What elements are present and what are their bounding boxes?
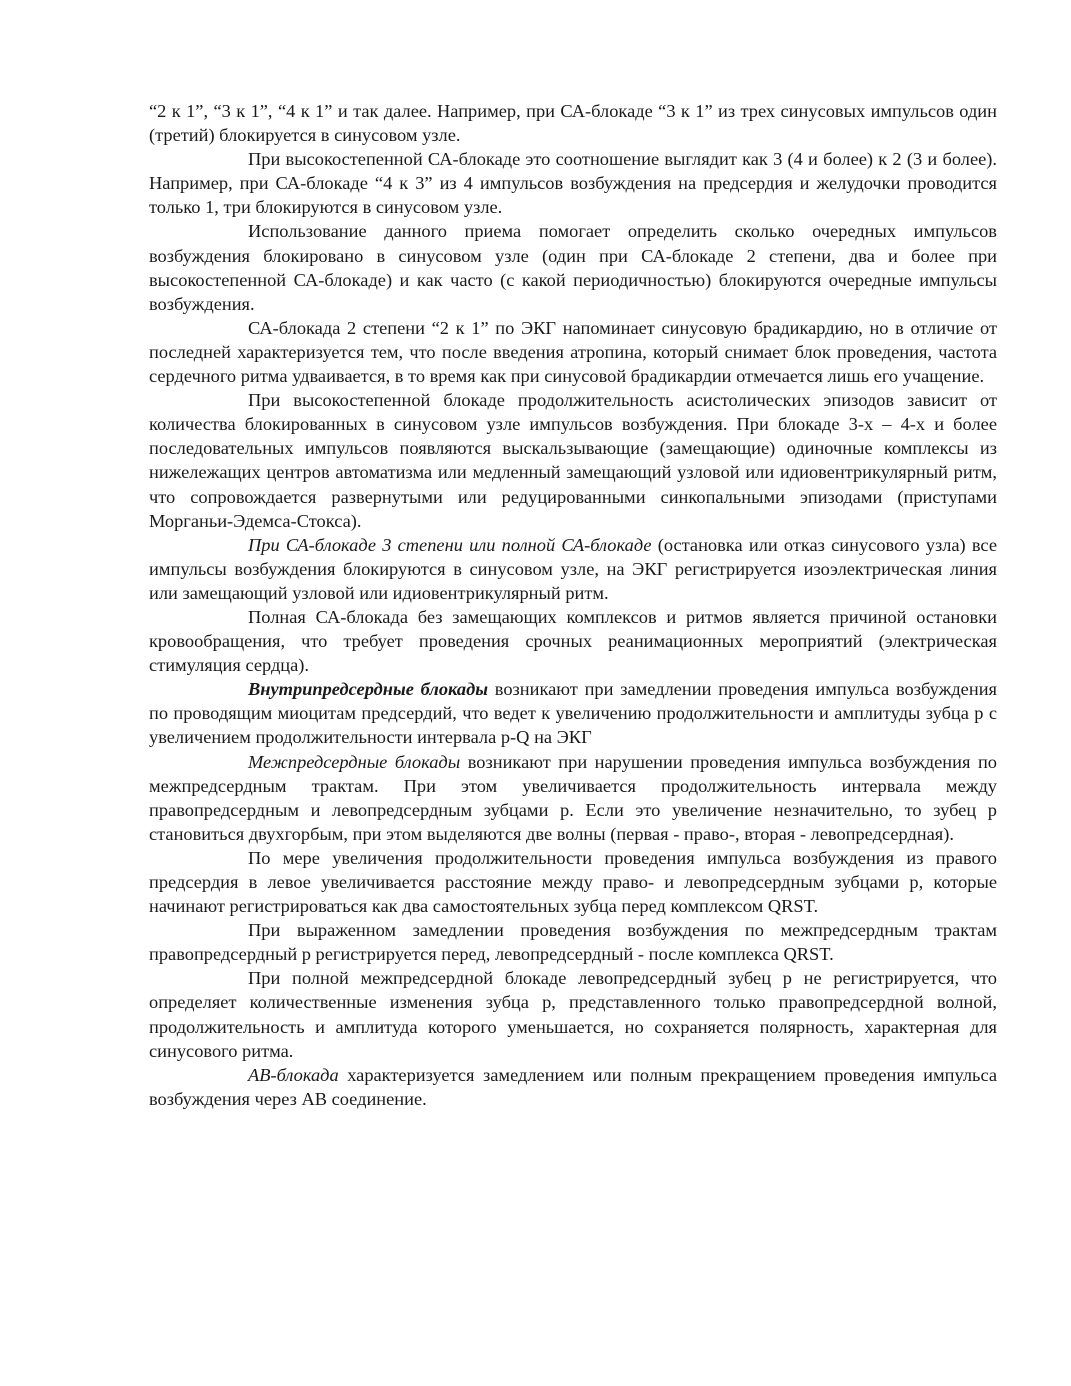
paragraph-text: Использование данного приема помогает определить сколько очередных импульсов возбуждения блокировано в синусовом узле (один при СА-блокаде 2 степени, два и более при высокостепенной СА-блокаде) и как часто (с какой периодичностью) блокируются очередные импульсы возбуждения.: [149, 221, 997, 314]
emphasized-term: АВ-блокада: [248, 1064, 339, 1085]
paragraph-text: возникают при замедлении проведения импульса возбуждения по проводящим миоцитам предсердий, что ведет к увеличению продолжительности и амплитуды зубца р с увеличением продолжительности интервала р-Q на ЭКГ: [149, 679, 997, 748]
paragraph: [149, 533, 997, 605]
paragraph: [149, 147, 997, 219]
paragraph: [149, 605, 997, 677]
paragraph: [149, 388, 997, 533]
paragraph: [149, 677, 997, 749]
paragraph: [149, 750, 997, 846]
emphasized-term: Межпредсердные блокады: [248, 751, 461, 772]
paragraph-text: По мере увеличения продолжительности проведения импульса возбуждения из правого предсердия в левое увеличивается расстояние между право- и левопредсердным зубцами р, которые начинают регистрироваться как два самостоятельных зубца перед комплексом QRST.: [149, 847, 997, 917]
paragraph-text: При высокостепенной СА-блокаде это соотношение выглядит как 3 (4 и более) к 2 (3 и более). Например, при СА-блокаде “4 к 3” из 4 импульсов возбуждения на предсердия и желудочки проводится только 1, три блокируются в синусовом узле.: [149, 149, 997, 218]
paragraph: [149, 846, 997, 918]
paragraph-text: “2 к 1”, “3 к 1”, “4 к 1” и так далее. Например, при СА-блокаде “3 к 1” из трех синусовых импульсов один (третий) блокируется в синусовом узле.: [149, 101, 997, 146]
paragraph-text: При выраженном замедлении проведения возбуждения по межпредсердным трактам правопредсердный р регистрируется перед, левопредсердный - после комплекса QRST.: [149, 920, 997, 965]
paragraph: [149, 316, 997, 388]
paragraph: [149, 1063, 997, 1111]
paragraph-text: (остановка или отказ синусового узла) все импульсы возбуждения блокируются в синусовом узле, на ЭКГ регистрируется изоэлектрическая линия или замещающий узловой или идиовентрикулярный ритм.: [149, 534, 997, 603]
paragraph: [149, 99, 997, 147]
paragraph: [149, 918, 997, 966]
paragraph-text: Полная СА-блокада без замещающих комплексов и ритмов является причиной остановки кровообращения, что требует проведения срочных реанимационных мероприятий (электрическая стимуляция сердца).: [149, 606, 997, 676]
paragraph: [149, 219, 997, 315]
paragraph-text: При полной межпредсердной блокаде левопредсердный зубец р не регистрируется, что определяет количественные изменения зубца р, представленного только правопредсердной волной, продолжительность и амплитуда которого уменьшается, но сохраняется полярность, характерная для синусового ритма.: [149, 968, 997, 1061]
emphasized-term: Внутрипредсердные блокады: [248, 679, 488, 700]
paragraph-text: возникают при нарушении проведения импульса возбуждения по межпредсердным трактам. При этом увеличивается продолжительность интервала между правопредсердным и левопредсердным зубцами р. Если это увеличение незначительно, то зубец р становиться двухгорбым, при этом выделяются две волны (первая - право-, вторая - левопредсердная).: [149, 751, 997, 844]
paragraph-text: характеризуется замедлением или полным прекращением проведения импульса возбуждения через АВ соединение.: [149, 1064, 997, 1109]
paragraph-text: СА-блокада 2 степени “2 к 1” по ЭКГ напоминает синусовую брадикардию, но в отличие от последней характеризуется тем, что после введения атропина, который снимает блок проведения, частота сердечного ритма удваивается, в то время как при синусовой брадикардии отмечается лишь его учащение.: [149, 317, 997, 387]
paragraph: [149, 966, 997, 1062]
text-body: [149, 99, 997, 1111]
emphasized-term: При СА-блокаде 3 степени или полной СА-блокаде: [248, 534, 652, 555]
paragraph-text: При высокостепенной блокаде продолжительность асистолических эпизодов зависит от количества блокированных в синусовом узле импульсов возбуждения. При блокаде 3-х – 4-х и более последовательных импульсов появляются выскальзывающие (замещающие) одиночные комплексы из нижележащих центров автоматизма или медленный замещающий узловой или идиовентрикулярный ритм, что сопровождается развернутыми или редуцированными синкопальными эпизодами (приступами Морганьи-Эдемса-Стокса).: [149, 390, 997, 531]
